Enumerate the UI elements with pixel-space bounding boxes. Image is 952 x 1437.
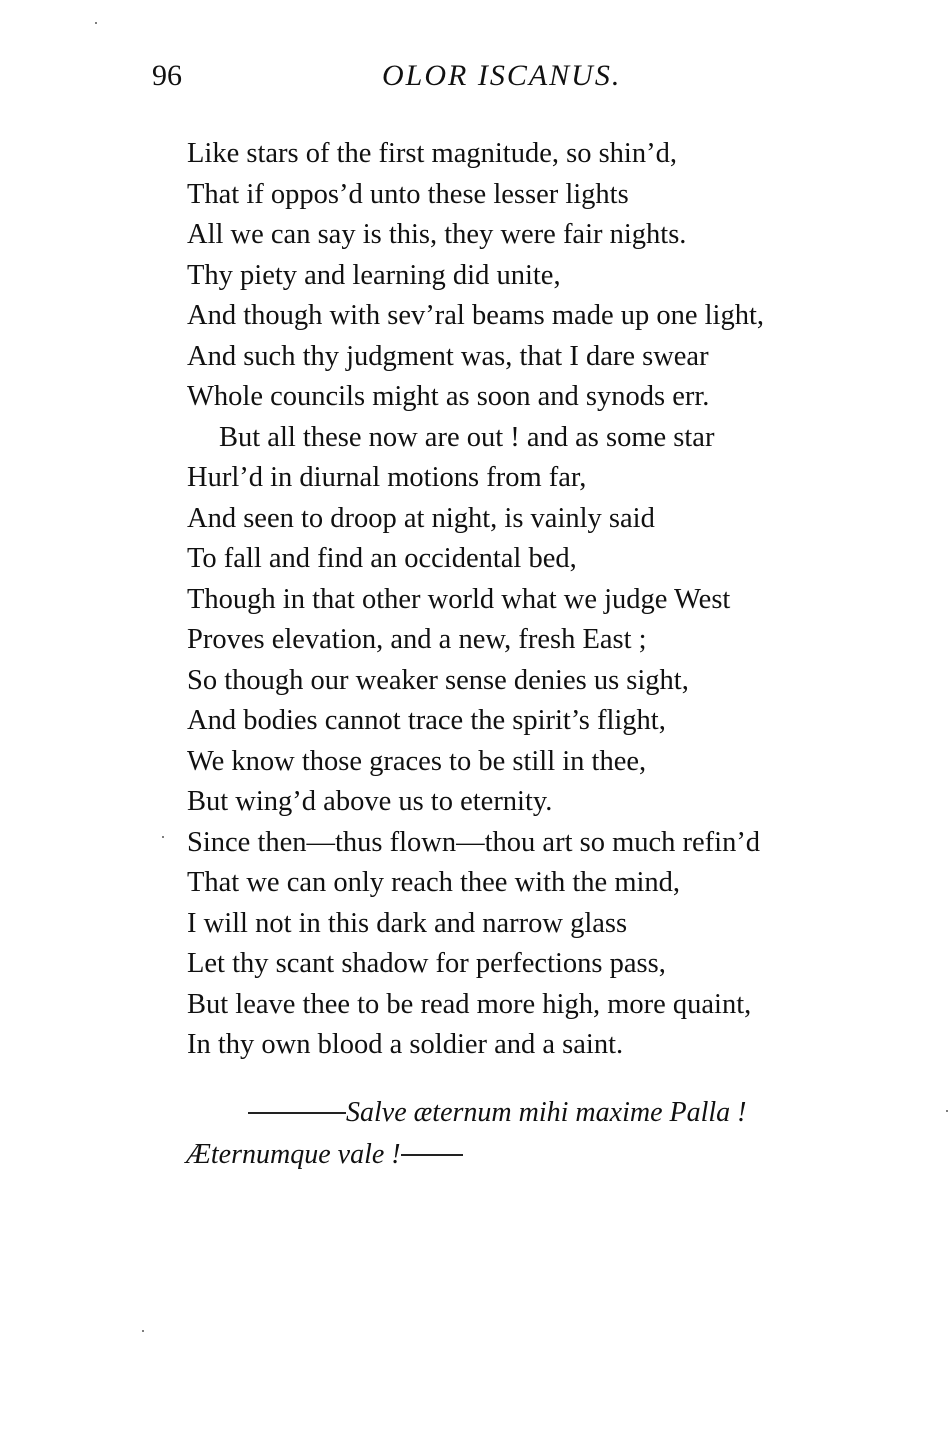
poem-body <box>187 134 927 1066</box>
poem-line: Hurl’d in diurnal motions from far, <box>187 462 587 493</box>
poem-line: And though with sev’ral beams made up one light, <box>187 300 765 331</box>
poem-line: That if oppos’d unto these lesser lights <box>187 178 629 210</box>
epigraph <box>186 1092 908 1176</box>
poem-line: And bodies cannot trace the spirit’s flight, <box>187 705 666 736</box>
poem-line: Proves elevation, and a new, fresh East ; <box>187 624 647 655</box>
poem-line: And seen to droop at night, is vainly said <box>187 502 655 534</box>
epigraph-line <box>248 1092 908 1134</box>
scan-speck <box>142 1330 144 1332</box>
poem-line: And such thy judgment was, that I dare swear <box>187 340 709 372</box>
poem-line: To fall and find an occidental bed, <box>187 543 577 574</box>
poem-line: But leave thee to be read more high, more quaint, <box>187 988 752 1020</box>
poem-line: Whole councils might as soon and synods err. <box>187 381 710 412</box>
epigraph-text-1: Salve æternum mihi maxime Palla ! <box>346 1097 747 1128</box>
poem-line: Though in that other world what we judge West <box>187 583 731 615</box>
poem-line: That we can only reach thee with the mind, <box>187 867 681 898</box>
scan-speck <box>162 836 164 838</box>
epigraph-line <box>186 1134 908 1176</box>
running-head: OLOR ISCANUS. <box>382 59 622 92</box>
poem-line: Since then—thus flown—thou art so much refin’d <box>187 826 761 858</box>
poem-line: But wing’d above us to eternity. <box>187 786 553 817</box>
poem-line: All we can say is this, they were fair nights. <box>187 219 687 250</box>
poem-line: We know those graces to be still in thee, <box>187 745 647 777</box>
poem-line: But all these now are out ! and as some star <box>219 421 715 453</box>
page-number: 96 <box>152 59 182 92</box>
poem-line: In thy own blood a soldier and a saint. <box>187 1029 624 1060</box>
epigraph-text-2: Æternumque vale ! <box>186 1139 401 1170</box>
poem-line: Thy piety and learning did unite, <box>187 259 561 291</box>
poem-line: Like stars of the first magnitude, so shin’d, <box>187 138 677 169</box>
poem-line: Let thy scant shadow for perfections pass, <box>187 948 666 979</box>
scan-speck <box>95 22 97 24</box>
poem-line: So though our weaker sense denies us sight, <box>187 664 689 696</box>
em-dash-rule <box>401 1154 463 1156</box>
scan-speck <box>946 1110 948 1112</box>
poem-line: I will not in this dark and narrow glass <box>187 907 628 939</box>
em-dash-rule <box>248 1112 346 1114</box>
